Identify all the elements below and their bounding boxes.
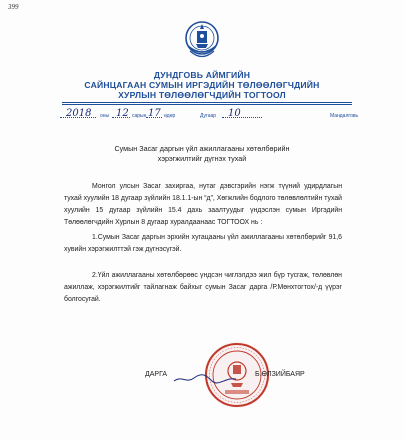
date-month: 12 bbox=[116, 108, 129, 119]
preamble-paragraph: Монгол улсын Засаг захиргаа, нутаг дэвсгэрийн нэгж түүний удирдлагын тухай хуулийн 18 дугаар зүйлийн 18.1.1-ын “д”, Хөгжлийн бодлого төлөвлөлтийн тухай хуулийн 15 дугаар зүйлийн 15.4 дахь заалтуудыг үндэслэн сумын Иргэдийн Төлөөлөгчдийн Хурлын 8 дугаар хуралдаанаас ТОГТООХ нь : bbox=[64, 183, 342, 227]
date-month-label: сарын bbox=[132, 113, 147, 119]
date-year-label: оны bbox=[100, 113, 110, 119]
clause-1-paragraph: 1.Сумын Засаг даргын эрхийн хугацааны үйл ажиллагааны хөтөлбөрийг 91,6 хувийн хэрэгжилттэй гэж дүгнэсүгэй. bbox=[64, 234, 342, 254]
header-rule-thick bbox=[62, 102, 352, 103]
date-dots-month bbox=[112, 117, 130, 118]
header-rule-thin bbox=[62, 104, 352, 105]
header-resolution-title: ХУРЛЫН ТӨЛӨӨЛӨГЧДИЙН ТОГТООЛ bbox=[118, 90, 286, 100]
page-number: 399 bbox=[8, 3, 19, 11]
date-dots-number bbox=[222, 117, 262, 118]
signatory-role: ДАРГА bbox=[145, 371, 168, 378]
clause-2-paragraph: 2.Үйл ажиллагааны хөтөлбөрөөс үндсэн чиглэлдээ жил бүр тусгаж, төлөвлөн ажиллаж, хэрэгжилтийг тайлагнаж байхыг сумын Засаг дарга /Р.Мөнхтогтох/-д үүрэг болгосугай. bbox=[64, 272, 342, 304]
place-name: Мандалговь bbox=[330, 113, 359, 119]
date-line bbox=[60, 108, 360, 122]
header-soum-council: САЙНЦАГААН СУМЫН ИРГЭДИЙН ТӨЛӨӨЛӨГЧДИЙН bbox=[84, 80, 320, 90]
resolution-number: 10 bbox=[228, 108, 241, 119]
date-day: 17 bbox=[148, 108, 161, 119]
date-dots-day bbox=[146, 117, 162, 118]
signatory-name: Б.ӨЛЗИЙБАЯР bbox=[255, 371, 305, 378]
date-dots-year bbox=[60, 117, 96, 118]
handwritten-signature bbox=[172, 373, 238, 385]
resolution-title-line1: Сумын Засаг даргын үйл ажиллагааны хөтөлбөрийн bbox=[114, 144, 290, 153]
number-label: Дугаар bbox=[200, 113, 217, 119]
resolution-title-line2: хэрэгжилтийг дүгнэх тухай bbox=[157, 154, 247, 163]
state-emblem-icon bbox=[182, 16, 222, 64]
date-day-label: өдөр bbox=[164, 113, 176, 119]
header-aimag: ДУНДГОВЬ АЙМГИЙН bbox=[153, 70, 251, 80]
date-year: 2018 bbox=[66, 108, 92, 119]
